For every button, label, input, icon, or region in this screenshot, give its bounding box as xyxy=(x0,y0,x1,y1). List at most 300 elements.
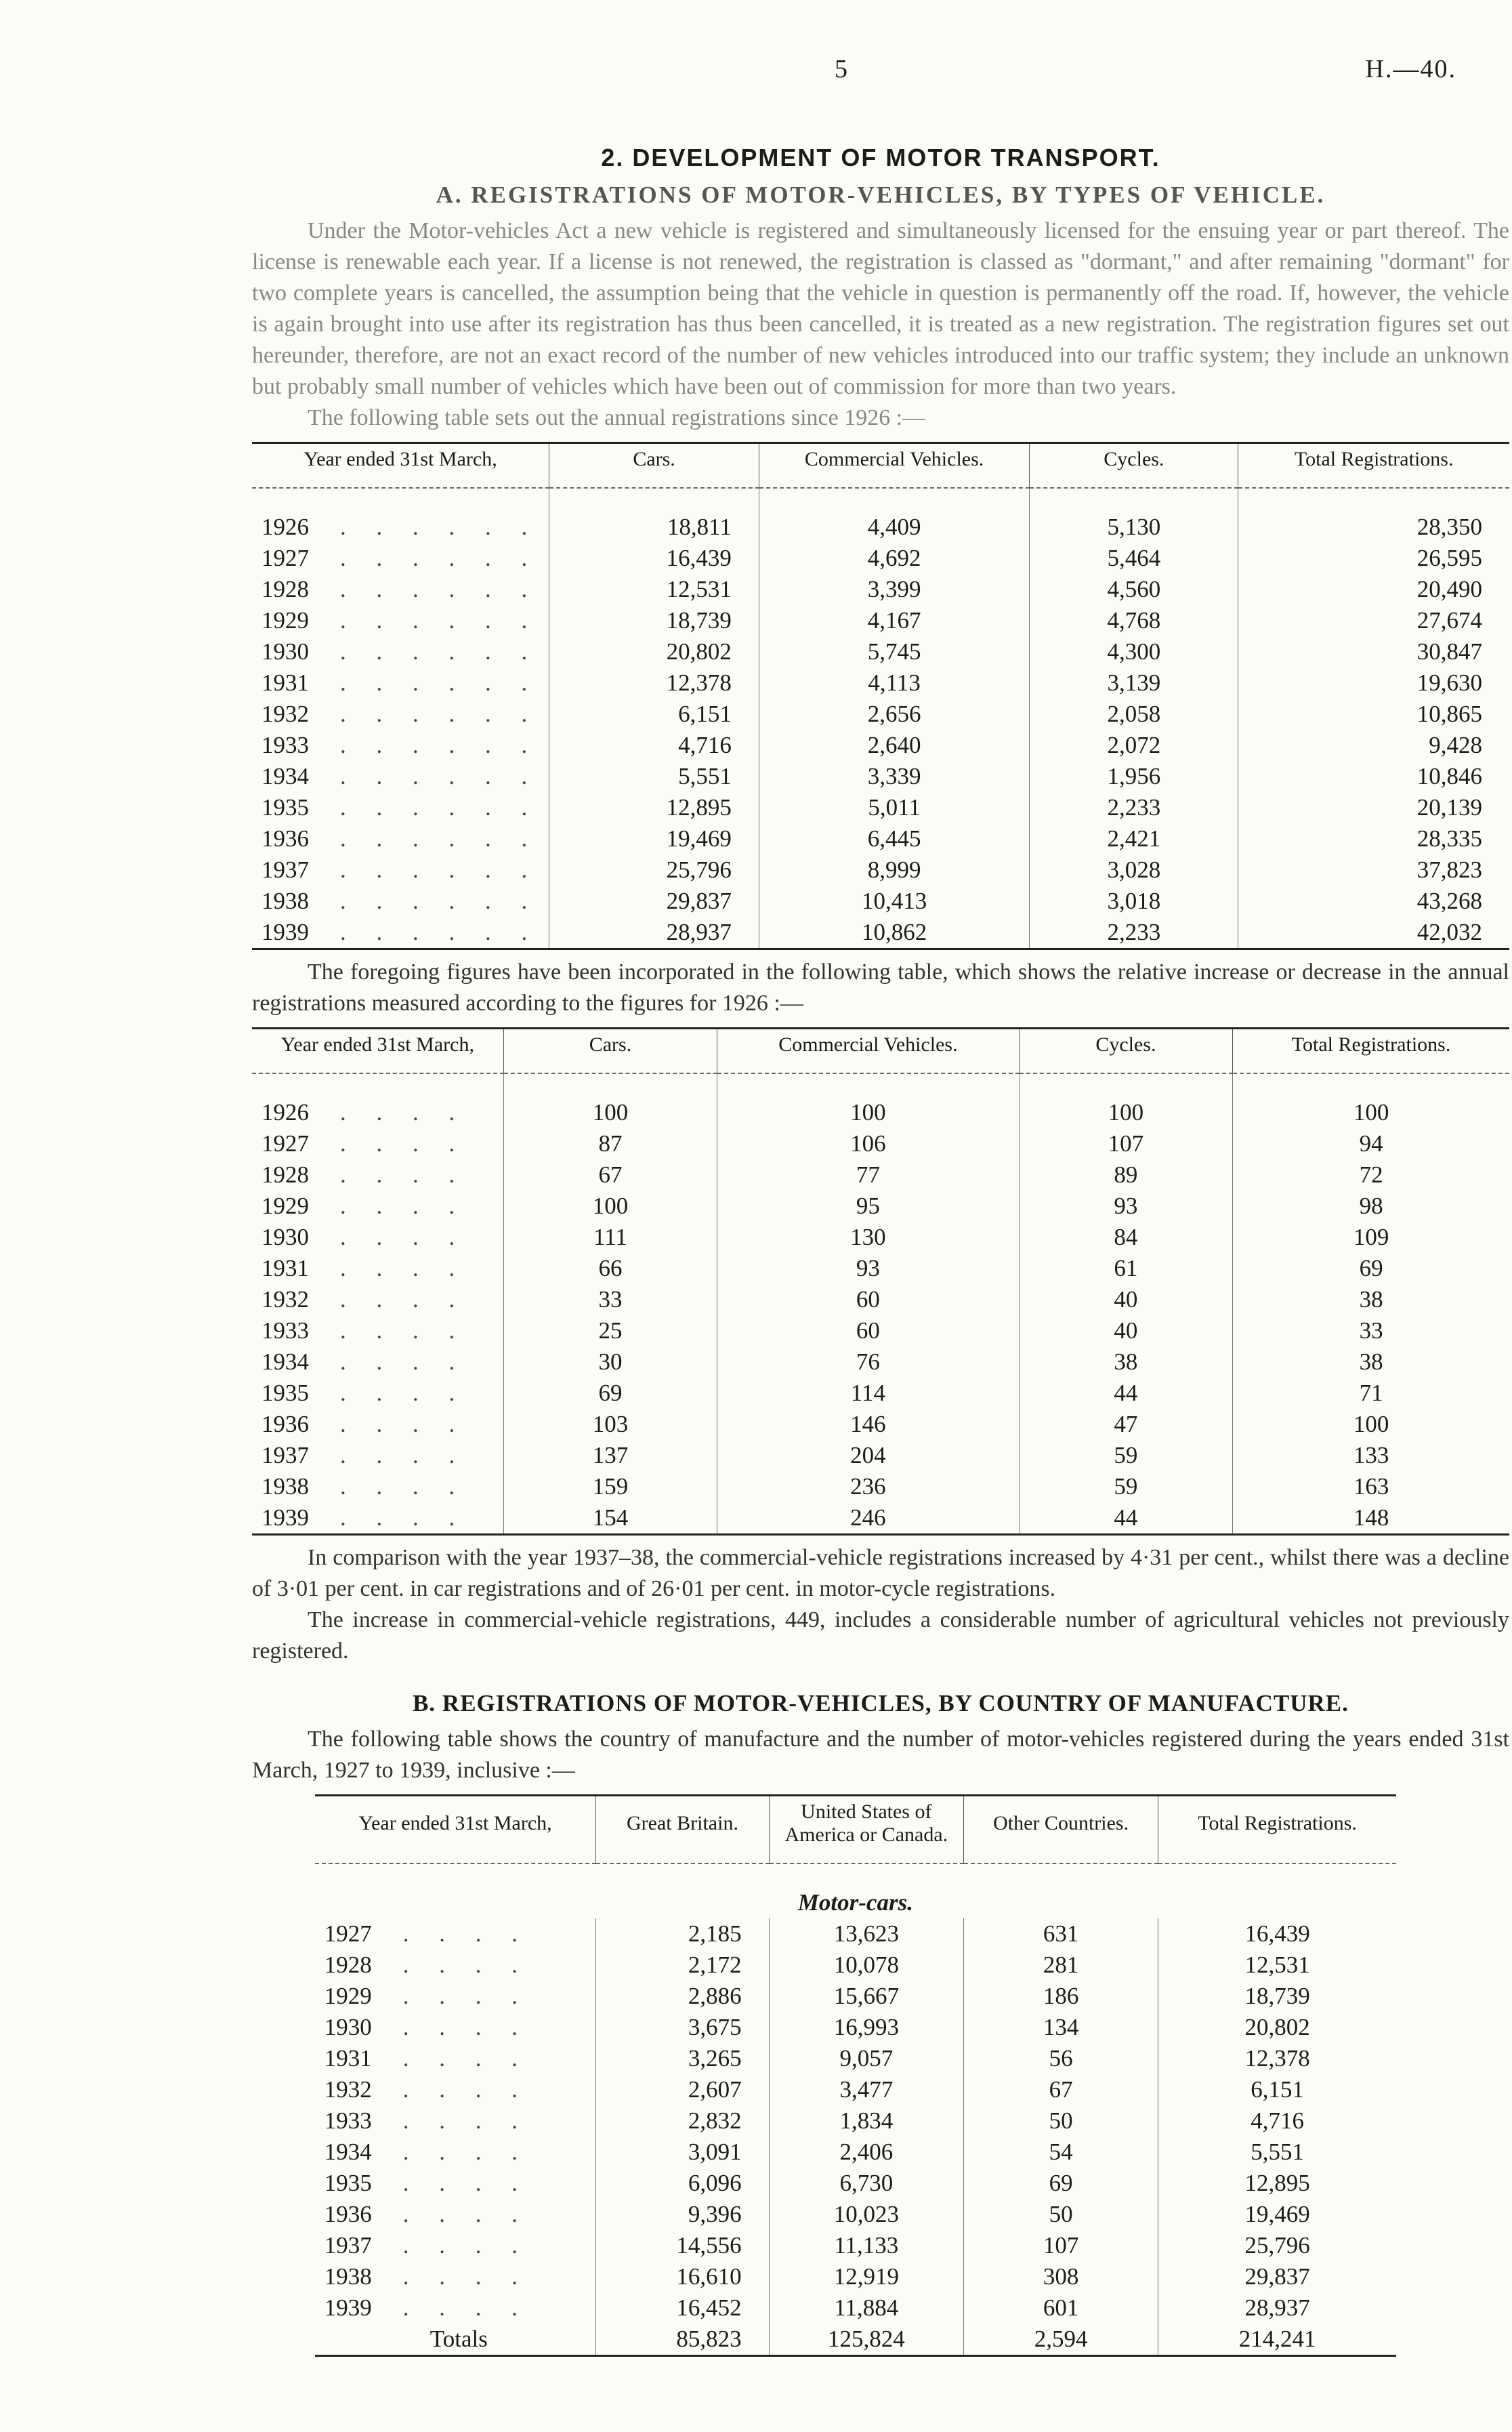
value-cell: 1,956 xyxy=(1030,761,1238,792)
year-label: 1937 xyxy=(261,1442,309,1468)
table-row xyxy=(315,2012,1396,2043)
value-cell: 12,919 xyxy=(769,2261,963,2292)
category-label: Motor-cars. xyxy=(797,1889,913,1916)
column-header: Commercial Vehicles. xyxy=(759,443,1029,489)
total-value-cell: 214,241 xyxy=(1158,2324,1396,2356)
year-cell xyxy=(315,2168,596,2199)
value-cell: 246 xyxy=(717,1502,1019,1535)
leader-dots: . . . . xyxy=(402,1983,530,2009)
year-label: 1938 xyxy=(324,2263,372,2290)
value-cell: 94 xyxy=(1233,1128,1509,1159)
value-cell: 93 xyxy=(1019,1191,1233,1222)
year-label: 1930 xyxy=(261,1224,309,1250)
year-cell xyxy=(252,488,549,543)
year-cell xyxy=(252,605,549,636)
value-cell: 6,151 xyxy=(1158,2074,1396,2105)
year-cell xyxy=(252,1502,503,1535)
year-label: 1934 xyxy=(261,763,309,789)
value-cell: 50 xyxy=(963,2199,1158,2230)
table-row xyxy=(315,2074,1396,2105)
value-cell: 20,139 xyxy=(1238,792,1509,823)
table-header-row xyxy=(252,443,1509,489)
value-cell: 25,796 xyxy=(549,854,759,886)
leader-dots: . . . . xyxy=(340,1504,467,1531)
year-label: 1930 xyxy=(324,2014,372,2040)
value-cell: 11,133 xyxy=(769,2230,963,2261)
leader-dots: . . . . xyxy=(340,1286,467,1313)
leader-dots: . . . . xyxy=(340,1317,467,1344)
value-cell: 19,630 xyxy=(1238,667,1509,699)
totals-row xyxy=(315,2324,1396,2356)
year-cell xyxy=(252,699,549,730)
value-cell: 44 xyxy=(1019,1378,1233,1409)
table-row xyxy=(252,543,1509,574)
value-cell: 2,185 xyxy=(596,1918,769,1950)
value-cell: 2,886 xyxy=(596,1981,769,2012)
value-cell: 100 xyxy=(1233,1409,1509,1440)
column-header: Year ended 31st March, xyxy=(252,443,549,489)
table-row xyxy=(252,792,1509,823)
value-cell: 20,802 xyxy=(1158,2012,1396,2043)
value-cell: 93 xyxy=(717,1253,1019,1284)
leader-dots: . . . . . . xyxy=(340,763,540,789)
value-cell: 3,477 xyxy=(769,2074,963,2105)
value-cell: 72 xyxy=(1233,1159,1509,1191)
year-cell xyxy=(252,854,549,886)
comparison-paragraph: In comparison with the year 1937–38, the commercial-vehicle registrations increased by 4·31 per cent., whilst there was a decline of 3·01 per cent. in car registrations and of 26·01 per cent. in motor-cycle registrations. xyxy=(252,1545,1509,1601)
leader-dots: . . . . xyxy=(340,1193,467,1219)
value-cell: 69 xyxy=(1233,1253,1509,1284)
value-cell: 100 xyxy=(1233,1073,1509,1128)
table-row xyxy=(252,1378,1509,1409)
year-cell xyxy=(252,886,549,917)
table-row xyxy=(252,761,1509,792)
value-cell: 16,993 xyxy=(769,2012,963,2043)
value-cell: 38 xyxy=(1233,1284,1509,1315)
value-cell: 3,339 xyxy=(759,761,1029,792)
value-cell: 106 xyxy=(717,1128,1019,1159)
year-cell xyxy=(315,2012,596,2043)
value-cell: 6,096 xyxy=(596,2168,769,2199)
value-cell: 4,768 xyxy=(1030,605,1238,636)
value-cell: 67 xyxy=(503,1159,717,1191)
leader-dots: . . . . xyxy=(402,1952,530,1978)
value-cell: 107 xyxy=(963,2230,1158,2261)
year-label: 1935 xyxy=(261,794,309,821)
value-cell: 10,413 xyxy=(759,886,1029,917)
page-header xyxy=(0,54,1512,95)
year-label: 1939 xyxy=(261,919,309,945)
value-cell: 4,716 xyxy=(1158,2105,1396,2137)
year-label: 1927 xyxy=(261,1130,309,1157)
value-cell: 133 xyxy=(1233,1440,1509,1471)
table-row xyxy=(252,1253,1509,1284)
table-row xyxy=(252,917,1509,949)
leader-dots: . . . . xyxy=(402,2263,530,2290)
value-cell: 27,674 xyxy=(1238,605,1509,636)
value-cell: 76 xyxy=(717,1346,1019,1378)
year-label: 1928 xyxy=(324,1952,372,1978)
value-cell: 6,730 xyxy=(769,2168,963,2199)
value-cell: 19,469 xyxy=(549,823,759,854)
value-cell: 30 xyxy=(503,1346,717,1378)
value-cell: 3,018 xyxy=(1030,886,1238,917)
year-label: 1927 xyxy=(261,545,309,571)
value-cell: 14,556 xyxy=(596,2230,769,2261)
section-heading: 2. DEVELOPMENT OF MOTOR TRANSPORT. xyxy=(601,144,1160,171)
value-cell: 5,464 xyxy=(1030,543,1238,574)
leader-dots: . . . . xyxy=(402,2107,530,2134)
column-header: Year ended 31st March, xyxy=(252,1029,503,1074)
value-cell: 3,028 xyxy=(1030,854,1238,886)
value-cell: 308 xyxy=(963,2261,1158,2292)
table-row xyxy=(252,1284,1509,1315)
value-cell: 134 xyxy=(963,2012,1158,2043)
value-cell: 4,113 xyxy=(759,667,1029,699)
value-cell: 20,802 xyxy=(549,636,759,667)
year-label: 1933 xyxy=(261,1317,309,1344)
document-reference: H.—40. xyxy=(1365,55,1456,83)
year-cell xyxy=(252,1191,503,1222)
leader-dots: . . . . . . xyxy=(340,732,540,758)
column-header: Cycles. xyxy=(1019,1029,1233,1074)
value-cell: 4,167 xyxy=(759,605,1029,636)
year-cell xyxy=(315,2137,596,2168)
table-row xyxy=(252,1128,1509,1159)
year-cell xyxy=(252,1346,503,1378)
year-cell xyxy=(315,2230,596,2261)
value-cell: 100 xyxy=(717,1073,1019,1128)
value-cell: 18,811 xyxy=(549,488,759,543)
value-cell: 10,023 xyxy=(769,2199,963,2230)
table-row xyxy=(252,1409,1509,1440)
value-cell: 95 xyxy=(717,1191,1019,1222)
value-cell: 10,078 xyxy=(769,1950,963,1981)
table-row xyxy=(252,699,1509,730)
value-cell: 107 xyxy=(1019,1128,1233,1159)
year-label: 1936 xyxy=(324,2201,372,2227)
value-cell: 77 xyxy=(717,1159,1019,1191)
table-row xyxy=(315,2105,1396,2137)
year-label: 1929 xyxy=(261,607,309,634)
year-label: 1934 xyxy=(261,1348,309,1375)
table3-intro: The following table shows the country of manufacture and the number of motor-vehicles registered during the years ended 31st March, 1927 to 1939, inclusive :— xyxy=(252,1727,1509,1783)
value-cell: 4,692 xyxy=(759,543,1029,574)
year-label: 1932 xyxy=(261,701,309,727)
value-cell: 12,531 xyxy=(1158,1950,1396,1981)
year-cell xyxy=(315,2074,596,2105)
year-label: 1934 xyxy=(324,2139,372,2165)
value-cell: 98 xyxy=(1233,1191,1509,1222)
value-cell: 2,656 xyxy=(759,699,1029,730)
value-cell: 5,745 xyxy=(759,636,1029,667)
increase-paragraph: The increase in commercial-vehicle registrations, 449, includes a considerable number of agricultural vehicles not previously registered. xyxy=(252,1607,1509,1664)
value-cell: 37,823 xyxy=(1238,854,1509,886)
value-cell: 12,895 xyxy=(1158,2168,1396,2199)
relative-registrations-table xyxy=(252,1027,1509,1536)
year-cell xyxy=(252,1315,503,1346)
subheading-registrations-by-type: A. REGISTRATIONS OF MOTOR-VEHICLES, BY TYPES OF VEHICLE. xyxy=(436,182,1326,208)
value-cell: 2,233 xyxy=(1030,792,1238,823)
table1-intro: The following table sets out the annual registrations since 1926 :— xyxy=(308,405,926,430)
value-cell: 15,667 xyxy=(769,1981,963,2012)
year-cell xyxy=(252,1409,503,1440)
subheading-registrations-by-country: B. REGISTRATIONS OF MOTOR-VEHICLES, BY COUNTRY OF MANUFACTURE. xyxy=(413,1690,1349,1716)
year-cell xyxy=(252,1378,503,1409)
table-row xyxy=(252,886,1509,917)
table-header-row xyxy=(315,1796,1396,1864)
intro-paragraph: Under the Motor-vehicles Act a new vehicle is registered and simultaneously licensed for the ensuing year or part thereof. The license is renewable each year. If a license is not renewed, the registration is classed as "dormant," and after remaining "dormant" for two complete years is cancelled, the assumption being that the vehicle in question is permanently off the road. If, however, the vehicle is again brought into use after its registration has thus been cancelled, it is treated as a new registration. The registration figures set out hereunder, therefore, are not an exact record of the number of new vehicles introduced into our traffic system; they include an unknown but probably small number of vehicles which have been out of commission for more than two years. xyxy=(252,218,1509,399)
page-content xyxy=(252,144,1509,2357)
leader-dots: . . . . xyxy=(340,1099,467,1126)
value-cell: 601 xyxy=(963,2292,1158,2324)
value-cell: 16,452 xyxy=(596,2292,769,2324)
leader-dots: . . . . xyxy=(340,1130,467,1157)
year-cell xyxy=(252,667,549,699)
leader-dots: . . . . xyxy=(402,2076,530,2103)
leader-dots: . . . . . . xyxy=(340,825,540,852)
value-cell: 8,999 xyxy=(759,854,1029,886)
table-row xyxy=(252,1471,1509,1502)
value-cell: 18,739 xyxy=(1158,1981,1396,2012)
value-cell: 12,378 xyxy=(549,667,759,699)
value-cell: 6,445 xyxy=(759,823,1029,854)
leader-dots: . . . . xyxy=(402,2201,530,2227)
value-cell: 103 xyxy=(503,1409,717,1440)
column-header: Great Britain. xyxy=(596,1796,769,1864)
value-cell: 137 xyxy=(503,1440,717,1471)
leader-dots: . . . . xyxy=(340,1255,467,1281)
year-cell xyxy=(315,2292,596,2324)
year-cell xyxy=(252,1222,503,1253)
value-cell: 69 xyxy=(503,1378,717,1409)
leader-dots: . . . . xyxy=(340,1161,467,1188)
page-number: 5 xyxy=(835,55,847,83)
value-cell: 3,139 xyxy=(1030,667,1238,699)
leader-dots: . . . . xyxy=(340,1224,467,1250)
table-row xyxy=(315,2230,1396,2261)
value-cell: 5,130 xyxy=(1030,488,1238,543)
value-cell: 60 xyxy=(717,1315,1019,1346)
value-cell: 28,335 xyxy=(1238,823,1509,854)
column-header: Total Registrations. xyxy=(1158,1796,1396,1864)
value-cell: 148 xyxy=(1233,1502,1509,1535)
value-cell: 154 xyxy=(503,1502,717,1535)
year-cell xyxy=(252,917,549,949)
value-cell: 69 xyxy=(963,2168,1158,2199)
value-cell: 186 xyxy=(963,1981,1158,2012)
leader-dots: . . . . . . xyxy=(340,638,540,665)
value-cell: 28,937 xyxy=(549,917,759,949)
leader-dots: . . . . xyxy=(402,2170,530,2196)
total-value-cell: 85,823 xyxy=(596,2324,769,2356)
year-cell xyxy=(315,2261,596,2292)
leader-dots: . . . . . . xyxy=(340,919,540,945)
value-cell: 33 xyxy=(1233,1315,1509,1346)
value-cell: 2,832 xyxy=(596,2105,769,2137)
leader-dots: . . . . xyxy=(340,1473,467,1500)
year-label: 1937 xyxy=(324,2232,372,2259)
year-label: 1933 xyxy=(324,2107,372,2134)
leader-dots: . . . . . . xyxy=(340,607,540,634)
year-cell xyxy=(252,761,549,792)
value-cell: 33 xyxy=(503,1284,717,1315)
value-cell: 10,862 xyxy=(759,917,1029,949)
value-cell: 38 xyxy=(1233,1346,1509,1378)
value-cell: 28,350 xyxy=(1238,488,1509,543)
value-cell: 114 xyxy=(717,1378,1019,1409)
value-cell: 44 xyxy=(1019,1502,1233,1535)
year-label: 1928 xyxy=(261,576,309,602)
table-row xyxy=(315,2199,1396,2230)
table-row xyxy=(252,1502,1509,1535)
value-cell: 10,846 xyxy=(1238,761,1509,792)
value-cell: 9,396 xyxy=(596,2199,769,2230)
year-cell xyxy=(252,1284,503,1315)
year-label: 1939 xyxy=(261,1504,309,1531)
value-cell: 3,675 xyxy=(596,2012,769,2043)
leader-dots: . . . . xyxy=(402,2045,530,2072)
year-label: 1936 xyxy=(261,825,309,852)
value-cell: 109 xyxy=(1233,1222,1509,1253)
leader-dots: . . . . xyxy=(402,2232,530,2259)
value-cell: 13,623 xyxy=(769,1918,963,1950)
leader-dots: . . . . xyxy=(340,1442,467,1468)
value-cell: 29,837 xyxy=(549,886,759,917)
year-label: 1928 xyxy=(261,1161,309,1188)
value-cell: 40 xyxy=(1019,1284,1233,1315)
year-cell xyxy=(315,1918,596,1950)
year-label: 1931 xyxy=(261,669,309,696)
value-cell: 84 xyxy=(1019,1222,1233,1253)
value-cell: 25,796 xyxy=(1158,2230,1396,2261)
leader-dots: . . . . . . xyxy=(340,794,540,821)
country-of-manufacture-table xyxy=(315,1794,1396,2357)
value-cell: 25 xyxy=(503,1315,717,1346)
year-cell xyxy=(252,1253,503,1284)
year-cell xyxy=(315,2199,596,2230)
column-header: Total Registrations. xyxy=(1233,1029,1509,1074)
value-cell: 28,937 xyxy=(1158,2292,1396,2324)
value-cell: 631 xyxy=(963,1918,1158,1950)
year-cell xyxy=(252,1471,503,1502)
year-label: 1929 xyxy=(261,1193,309,1219)
table-row xyxy=(252,667,1509,699)
leader-dots: . . . . xyxy=(402,2139,530,2165)
year-cell xyxy=(315,2043,596,2074)
value-cell: 2,640 xyxy=(759,730,1029,761)
value-cell: 47 xyxy=(1019,1409,1233,1440)
table-row xyxy=(252,1315,1509,1346)
value-cell: 30,847 xyxy=(1238,636,1509,667)
leader-dots: . . . . . . xyxy=(340,576,540,602)
value-cell: 18,739 xyxy=(549,605,759,636)
table-row xyxy=(252,1191,1509,1222)
table-row xyxy=(315,1981,1396,2012)
table-row xyxy=(252,488,1509,543)
value-cell: 204 xyxy=(717,1440,1019,1471)
leader-dots: . . . . . . xyxy=(340,857,540,883)
value-cell: 163 xyxy=(1233,1471,1509,1502)
table-row xyxy=(315,2137,1396,2168)
annual-registrations-table xyxy=(252,442,1509,950)
year-cell xyxy=(252,543,549,574)
leader-dots: . . . . xyxy=(340,1348,467,1375)
year-label: 1938 xyxy=(261,1473,309,1500)
table-row xyxy=(315,1950,1396,1981)
year-cell xyxy=(315,1950,596,1981)
value-cell: 2,406 xyxy=(769,2137,963,2168)
value-cell: 2,233 xyxy=(1030,917,1238,949)
year-cell xyxy=(252,823,549,854)
value-cell: 100 xyxy=(503,1191,717,1222)
value-cell: 2,172 xyxy=(596,1950,769,1981)
value-cell: 59 xyxy=(1019,1471,1233,1502)
year-label: 1935 xyxy=(324,2170,372,2196)
value-cell: 159 xyxy=(503,1471,717,1502)
value-cell: 40 xyxy=(1019,1315,1233,1346)
value-cell: 12,378 xyxy=(1158,2043,1396,2074)
year-label: 1932 xyxy=(324,2076,372,2103)
table-row xyxy=(252,1159,1509,1191)
leader-dots: . . . . xyxy=(402,2294,530,2321)
year-cell xyxy=(252,574,549,605)
table-header-row xyxy=(252,1029,1509,1074)
value-cell: 61 xyxy=(1019,1253,1233,1284)
table-row xyxy=(252,1346,1509,1378)
column-header: Year ended 31st March, xyxy=(315,1796,596,1864)
leader-dots: . . . . xyxy=(340,1380,467,1406)
column-header: United States of America or Canada. xyxy=(769,1796,963,1864)
value-cell: 5,011 xyxy=(759,792,1029,823)
value-cell: 19,469 xyxy=(1158,2199,1396,2230)
year-cell xyxy=(315,2105,596,2137)
value-cell: 11,884 xyxy=(769,2292,963,2324)
leader-dots: . . . . . . xyxy=(340,669,540,696)
value-cell: 9,428 xyxy=(1238,730,1509,761)
value-cell: 12,531 xyxy=(549,574,759,605)
value-cell: 111 xyxy=(503,1222,717,1253)
value-cell: 43,268 xyxy=(1238,886,1509,917)
value-cell: 89 xyxy=(1019,1159,1233,1191)
value-cell: 20,490 xyxy=(1238,574,1509,605)
value-cell: 6,151 xyxy=(549,699,759,730)
table-row xyxy=(252,823,1509,854)
year-label: 1929 xyxy=(324,1983,372,2009)
year-cell xyxy=(315,1981,596,2012)
value-cell: 4,300 xyxy=(1030,636,1238,667)
leader-dots: . . . . xyxy=(340,1411,467,1437)
value-cell: 16,439 xyxy=(1158,1918,1396,1950)
year-label: 1927 xyxy=(324,1920,372,1947)
totals-label: Totals xyxy=(315,2324,596,2356)
total-value-cell: 125,824 xyxy=(769,2324,963,2356)
year-label: 1931 xyxy=(261,1255,309,1281)
value-cell: 16,439 xyxy=(549,543,759,574)
total-value-cell: 2,594 xyxy=(963,2324,1158,2356)
value-cell: 4,716 xyxy=(549,730,759,761)
year-label: 1930 xyxy=(261,638,309,665)
column-header: Cars. xyxy=(549,443,759,489)
leader-dots: . . . . xyxy=(402,1920,530,1947)
value-cell: 236 xyxy=(717,1471,1019,1502)
value-cell: 9,057 xyxy=(769,2043,963,2074)
table2-intro: The foregoing figures have been incorporated in the following table, which shows the relative increase or decrease in the annual registrations measured according to the figures for 1926 :— xyxy=(252,960,1509,1016)
year-label: 1937 xyxy=(261,857,309,883)
value-cell: 42,032 xyxy=(1238,917,1509,949)
year-label: 1939 xyxy=(324,2294,372,2321)
value-cell: 50 xyxy=(963,2105,1158,2137)
